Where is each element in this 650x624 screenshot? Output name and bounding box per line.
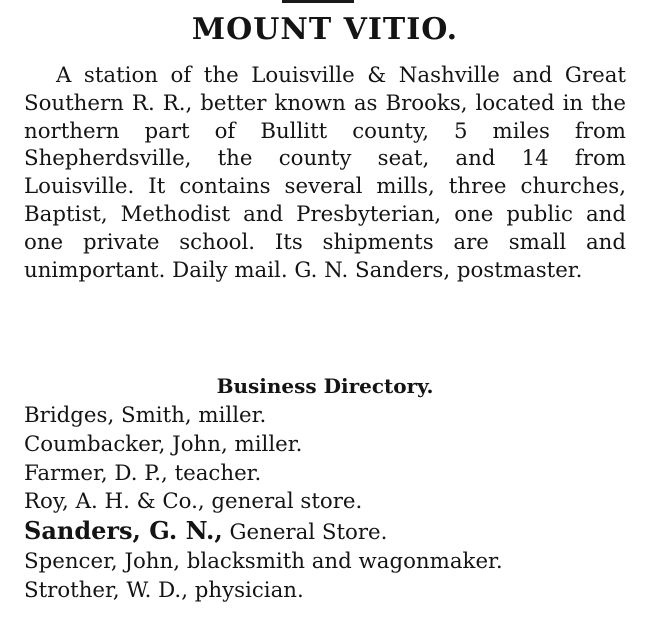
directory-entry: [24, 548, 644, 577]
entry-detail: general store.: [204, 489, 363, 515]
entry-name-bold: Sanders, G. N.,: [24, 516, 223, 546]
top-rule: [282, 0, 354, 3]
entry-name: Farmer, D. P.,: [24, 460, 168, 486]
entry-name: Roy, A. H. & Co.,: [24, 489, 205, 515]
entry-detail: miller.: [191, 403, 267, 428]
entry-name: Coumbacker, John,: [24, 431, 228, 457]
article-body: A station of the Louisville & Nashville and Great Southern R. R., better known as Brooks, located in the northern part of Bullitt county, 5 miles from Shepherdsville, the county seat, and 14 from Louisville. It contains several mills, three churches, Baptist, Methodist and Presbyterian, one public and one private school. Its shipments are small and unimportant. Daily mail. G. N. Sanders, postmaster.: [24, 63, 626, 283]
entry-detail: miller.: [227, 431, 303, 457]
directory-entry-featured: [24, 517, 644, 548]
directory-entry: [24, 431, 644, 460]
entry-detail: General Store.: [222, 520, 388, 546]
entry-name: Bridges, Smith,: [24, 403, 192, 428]
directory-list: [24, 402, 644, 606]
directory-entry: [24, 488, 644, 517]
directory-entry: [24, 460, 644, 489]
directory-entry: [24, 577, 644, 606]
entry-detail: blacksmith and wagonmaker.: [180, 548, 503, 574]
directory-heading: Business Directory.: [216, 374, 434, 398]
entry-name: Strother, W. D.,: [24, 577, 188, 603]
directory-entry: [24, 402, 644, 431]
entry-detail: teacher.: [167, 460, 262, 486]
entry-detail: physician.: [187, 577, 304, 603]
page-title: MOUNT VITIO.: [191, 12, 459, 47]
entry-name: Spencer, John,: [24, 548, 181, 574]
